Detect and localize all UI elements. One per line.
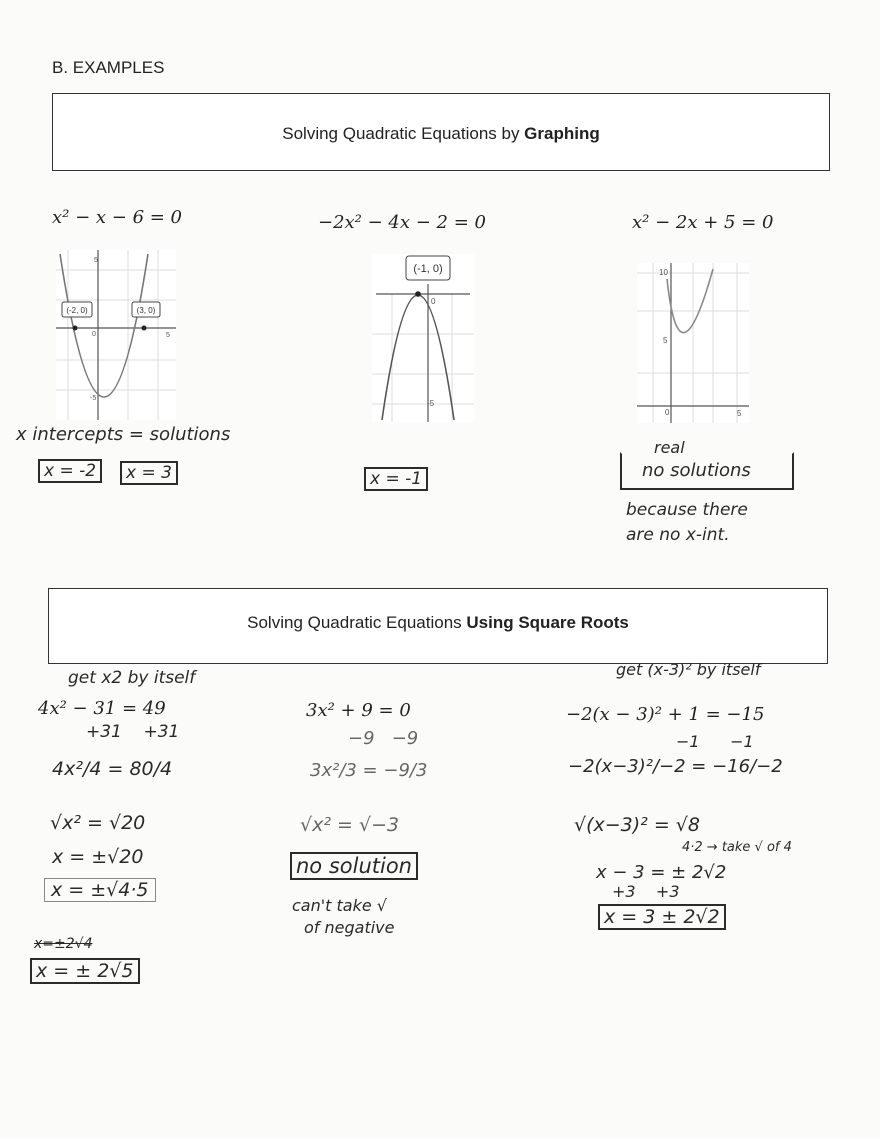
graph-2-vertex-label: (-1, 0) — [413, 263, 443, 275]
graph-1-point-b-label: (3, 0) — [136, 306, 156, 315]
equation-2: −2x² − 4x − 2 = 0 — [318, 212, 486, 233]
section-heading: B. EXAMPLES — [52, 58, 165, 77]
sq-1-line-1: 4x² − 31 = 49 — [38, 698, 166, 719]
graph-3-answer-insert: real — [654, 438, 685, 457]
graph-3-y-tick-mid: 5 — [663, 336, 668, 345]
sq-2-answer: no solution — [290, 852, 418, 880]
graph-1-y-tick-top: 5 — [94, 257, 98, 264]
graph-1 — [56, 250, 176, 420]
square-roots-title-bold: Using Square Roots — [466, 613, 629, 632]
graph-3-origin: 0 — [665, 408, 670, 417]
graph-2-origin: 0 — [431, 297, 436, 306]
sq-1-line-6: x = ±√4·5 — [44, 878, 156, 902]
square-roots-title — [49, 613, 827, 633]
graph-3-x-tick: 5 — [737, 409, 742, 418]
sq-3-answer: x = 3 ± 2√2 — [598, 904, 726, 930]
graph-3-y-tick-top: 10 — [659, 268, 668, 277]
graph-1-point-a-label: (-2, 0) — [66, 306, 88, 315]
square-roots-title-box — [48, 588, 828, 664]
graph-3-note-line2: are no x-int. — [626, 525, 730, 545]
graph-3-answer: no solutions — [620, 452, 794, 490]
sq-1-answer: x = ± 2√5 — [30, 958, 140, 984]
graphing-title-bold: Graphing — [524, 124, 600, 143]
graph-3 — [637, 263, 749, 423]
graph-3-note-line1: because there — [626, 500, 748, 520]
graphing-title-box — [52, 93, 830, 171]
graph-2-answer: x = -1 — [364, 467, 428, 491]
sq-1-note: get x2 by itself — [68, 668, 196, 688]
equation-3: x² − 2x + 5 = 0 — [632, 212, 774, 233]
graph-2-y-tick: -5 — [427, 399, 435, 408]
graph-1-answer-b: x = 3 — [120, 461, 178, 485]
sq-2-note-line2: of negative — [304, 918, 395, 937]
sq-3-line-4: √(x−3)² = √8 — [574, 814, 700, 836]
sq-1-line-2: +31 +31 — [86, 722, 180, 742]
sq-3-line-6: +3 +3 — [612, 882, 680, 901]
equation-1: x² − x − 6 = 0 — [52, 207, 182, 228]
sq-1-line-3: 4x²/4 = 80/4 — [52, 758, 173, 780]
sq-3-side-note: 4·2 → take √ of 4 — [682, 840, 792, 855]
sq-2-line-1: 3x² + 9 = 0 — [306, 700, 411, 721]
sq-1-line-5: x = ±√20 — [52, 846, 144, 868]
sq-2-line-4: √x² = √−3 — [300, 814, 400, 836]
graph-1-y-tick-bottom: -5 — [90, 395, 97, 402]
graph-1-answer-a: x = -2 — [38, 459, 102, 483]
graphing-title-text: Solving Quadratic Equations by — [282, 124, 525, 143]
sq-3-line-2: −1 −1 — [676, 732, 754, 751]
sq-1-line-4: √x² = √20 — [50, 812, 146, 834]
graph-2 — [372, 254, 474, 422]
sq-2-line-3: 3x²/3 = −9/3 — [310, 760, 428, 781]
graph-1-note: x intercepts = solutions — [16, 424, 231, 445]
graphing-title — [53, 124, 829, 144]
sq-2-note-line1: can't take √ — [292, 896, 387, 915]
graph-1-origin: 0 — [92, 331, 96, 338]
sq-3-line-3: −2(x−3)²/−2 = −16/−2 — [568, 756, 783, 777]
sq-3-line-1: −2(x − 3)² + 1 = −15 — [566, 704, 765, 725]
square-roots-title-text: Solving Quadratic Equations — [247, 613, 467, 632]
sq-2-line-2: −9 −9 — [348, 728, 419, 749]
sq-3-line-5: x − 3 = ± 2√2 — [596, 862, 727, 883]
sq-3-note: get (x-3)² by itself — [616, 660, 761, 679]
graph-1-x-tick: 5 — [166, 332, 170, 339]
sq-1-scratch: x=±2√4 — [34, 936, 93, 952]
